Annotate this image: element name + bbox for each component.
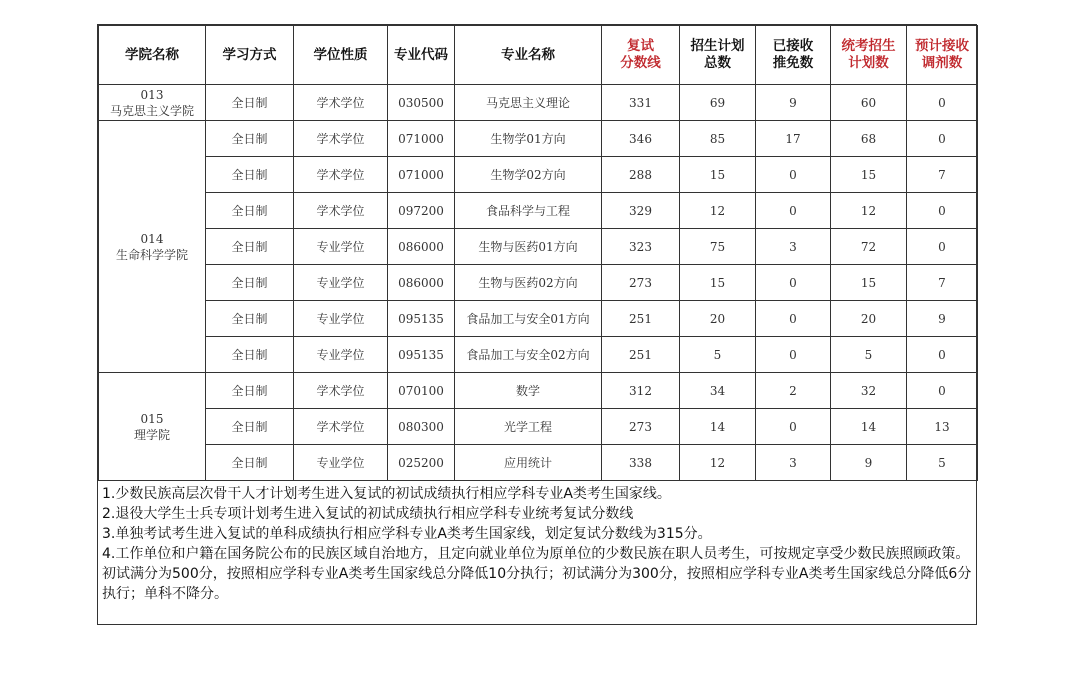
degree-type-cell: 学术学位 — [294, 121, 388, 157]
recommended-cell: 17 — [756, 121, 831, 157]
study-mode-cell: 全日制 — [206, 193, 294, 229]
recommended-cell: 2 — [756, 373, 831, 409]
exam-plan-cell: 60 — [831, 85, 907, 121]
exam-plan-cell: 15 — [831, 157, 907, 193]
recommended-cell: 3 — [756, 229, 831, 265]
major-code-cell: 086000 — [388, 229, 455, 265]
cutoff-cell: 323 — [602, 229, 680, 265]
exam-plan-cell: 15 — [831, 265, 907, 301]
degree-type-cell: 专业学位 — [294, 229, 388, 265]
exam-plan-cell: 12 — [831, 193, 907, 229]
transfer-cell: 13 — [907, 409, 978, 445]
college-cell — [99, 373, 206, 481]
cutoff-cell: 251 — [602, 337, 680, 373]
cutoff-cell: 338 — [602, 445, 680, 481]
major-name-cell: 生物学02方向 — [455, 157, 602, 193]
cutoff-cell: 312 — [602, 373, 680, 409]
cutoff-cell: 251 — [602, 301, 680, 337]
study-mode-cell: 全日制 — [206, 301, 294, 337]
exam-plan-cell: 14 — [831, 409, 907, 445]
cutoff-cell: 273 — [602, 409, 680, 445]
major-name-cell: 马克思主义理论 — [455, 85, 602, 121]
major-code-cell: 071000 — [388, 121, 455, 157]
major-name-cell: 生物学01方向 — [455, 121, 602, 157]
header-exam-plan: 统考招生 计划数 — [831, 26, 907, 85]
degree-type-cell: 专业学位 — [294, 445, 388, 481]
transfer-cell: 5 — [907, 445, 978, 481]
cutoff-cell: 288 — [602, 157, 680, 193]
study-mode-cell: 全日制 — [206, 373, 294, 409]
total-plan-cell: 14 — [680, 409, 756, 445]
major-name-cell: 数学 — [455, 373, 602, 409]
college-code: 014 — [140, 231, 164, 246]
admission-table — [98, 25, 978, 481]
table-row — [99, 409, 978, 445]
cutoff-cell: 331 — [602, 85, 680, 121]
major-code-cell: 086000 — [388, 265, 455, 301]
header-major-name: 专业名称 — [455, 26, 602, 85]
table-row — [99, 157, 978, 193]
transfer-cell: 7 — [907, 157, 978, 193]
major-code-cell: 025200 — [388, 445, 455, 481]
total-plan-cell: 12 — [680, 445, 756, 481]
total-plan-cell: 20 — [680, 301, 756, 337]
total-plan-cell: 69 — [680, 85, 756, 121]
degree-type-cell: 学术学位 — [294, 157, 388, 193]
exam-plan-cell: 5 — [831, 337, 907, 373]
degree-type-cell: 学术学位 — [294, 373, 388, 409]
transfer-cell: 7 — [907, 265, 978, 301]
study-mode-cell: 全日制 — [206, 121, 294, 157]
header-retest-cutoff: 复试 分数线 — [602, 26, 680, 85]
degree-type-cell: 专业学位 — [294, 265, 388, 301]
college-code: 015 — [140, 411, 164, 426]
study-mode-cell: 全日制 — [206, 445, 294, 481]
cutoff-cell: 346 — [602, 121, 680, 157]
transfer-cell: 0 — [907, 85, 978, 121]
table-header-row — [99, 26, 978, 85]
college-cell — [99, 121, 206, 373]
degree-type-cell: 学术学位 — [294, 409, 388, 445]
major-name-cell: 食品科学与工程 — [455, 193, 602, 229]
table-row — [99, 85, 978, 121]
recommended-cell: 0 — [756, 301, 831, 337]
notes-section — [98, 480, 976, 604]
transfer-cell: 0 — [907, 229, 978, 265]
study-mode-cell: 全日制 — [206, 265, 294, 301]
exam-plan-cell: 32 — [831, 373, 907, 409]
note-item: 4.工作单位和户籍在国务院公布的民族区域自治地方，且定向就业单位为原单位的少数民族在职人员考生，可按规定享受少数民族照顾政策。初试满分为500分，按照相应学科专业A类考生国家线总分降低10分执行；初试满分为300分，按照相应学科专业A类考生国家线总分降低6分执行；单科不降分。 — [102, 546, 972, 602]
major-code-cell: 097200 — [388, 193, 455, 229]
major-code-cell: 080300 — [388, 409, 455, 445]
exam-plan-cell: 9 — [831, 445, 907, 481]
transfer-cell: 9 — [907, 301, 978, 337]
exam-plan-cell: 72 — [831, 229, 907, 265]
major-code-cell: 095135 — [388, 337, 455, 373]
table-row — [99, 337, 978, 373]
header-recommended: 已接收 推免数 — [756, 26, 831, 85]
degree-type-cell: 学术学位 — [294, 193, 388, 229]
recommended-cell: 9 — [756, 85, 831, 121]
exam-plan-cell: 68 — [831, 121, 907, 157]
table-row — [99, 373, 978, 409]
major-code-cell: 070100 — [388, 373, 455, 409]
study-mode-cell: 全日制 — [206, 229, 294, 265]
table-row — [99, 121, 978, 157]
total-plan-cell: 85 — [680, 121, 756, 157]
major-name-cell: 食品加工与安全02方向 — [455, 337, 602, 373]
recommended-cell: 0 — [756, 409, 831, 445]
header-total-plan: 招生计划 总数 — [680, 26, 756, 85]
header-major-code: 专业代码 — [388, 26, 455, 85]
college-cell — [99, 85, 206, 121]
recommended-cell: 0 — [756, 337, 831, 373]
transfer-cell: 0 — [907, 121, 978, 157]
table-row — [99, 229, 978, 265]
table-row — [99, 301, 978, 337]
total-plan-cell: 75 — [680, 229, 756, 265]
study-mode-cell: 全日制 — [206, 337, 294, 373]
cutoff-cell: 273 — [602, 265, 680, 301]
transfer-cell: 0 — [907, 337, 978, 373]
study-mode-cell: 全日制 — [206, 157, 294, 193]
transfer-cell: 0 — [907, 373, 978, 409]
college-name: 生命科学学院 — [115, 247, 188, 262]
major-code-cell: 030500 — [388, 85, 455, 121]
transfer-cell: 0 — [907, 193, 978, 229]
header-transfer: 预计接收 调剂数 — [907, 26, 978, 85]
major-name-cell: 应用统计 — [455, 445, 602, 481]
note-item: 2.退役大学生士兵专项计划考生进入复试的初试成绩执行相应学科专业统考复试分数线 — [102, 506, 634, 522]
degree-type-cell: 专业学位 — [294, 301, 388, 337]
total-plan-cell: 15 — [680, 157, 756, 193]
study-mode-cell: 全日制 — [206, 409, 294, 445]
total-plan-cell: 15 — [680, 265, 756, 301]
cutoff-cell: 329 — [602, 193, 680, 229]
note-item: 1.少数民族高层次骨干人才计划考生进入复试的初试成绩执行相应学科专业A类考生国家线。 — [102, 486, 671, 502]
study-mode-cell: 全日制 — [206, 85, 294, 121]
major-name-cell: 生物与医药01方向 — [455, 229, 602, 265]
major-code-cell: 071000 — [388, 157, 455, 193]
college-name: 马克思主义学院 — [109, 103, 194, 118]
total-plan-cell: 34 — [680, 373, 756, 409]
degree-type-cell: 专业学位 — [294, 337, 388, 373]
table-row — [99, 445, 978, 481]
college-name: 理学院 — [133, 427, 170, 442]
college-code: 013 — [140, 87, 164, 102]
header-degree-type: 学位性质 — [294, 26, 388, 85]
recommended-cell: 0 — [756, 193, 831, 229]
recommended-cell: 0 — [756, 265, 831, 301]
table-row — [99, 193, 978, 229]
total-plan-cell: 12 — [680, 193, 756, 229]
note-item: 3.单独考试考生进入复试的单科成绩执行相应学科专业A类考生国家线，划定复试分数线为315分。 — [102, 526, 712, 542]
header-study-mode: 学习方式 — [206, 26, 294, 85]
degree-type-cell: 学术学位 — [294, 85, 388, 121]
recommended-cell: 3 — [756, 445, 831, 481]
major-name-cell: 食品加工与安全01方向 — [455, 301, 602, 337]
table-row — [99, 265, 978, 301]
exam-plan-cell: 20 — [831, 301, 907, 337]
major-name-cell: 光学工程 — [455, 409, 602, 445]
major-name-cell: 生物与医药02方向 — [455, 265, 602, 301]
recommended-cell: 0 — [756, 157, 831, 193]
admission-sheet — [97, 24, 977, 625]
header-college: 学院名称 — [99, 26, 206, 85]
total-plan-cell: 5 — [680, 337, 756, 373]
major-code-cell: 095135 — [388, 301, 455, 337]
